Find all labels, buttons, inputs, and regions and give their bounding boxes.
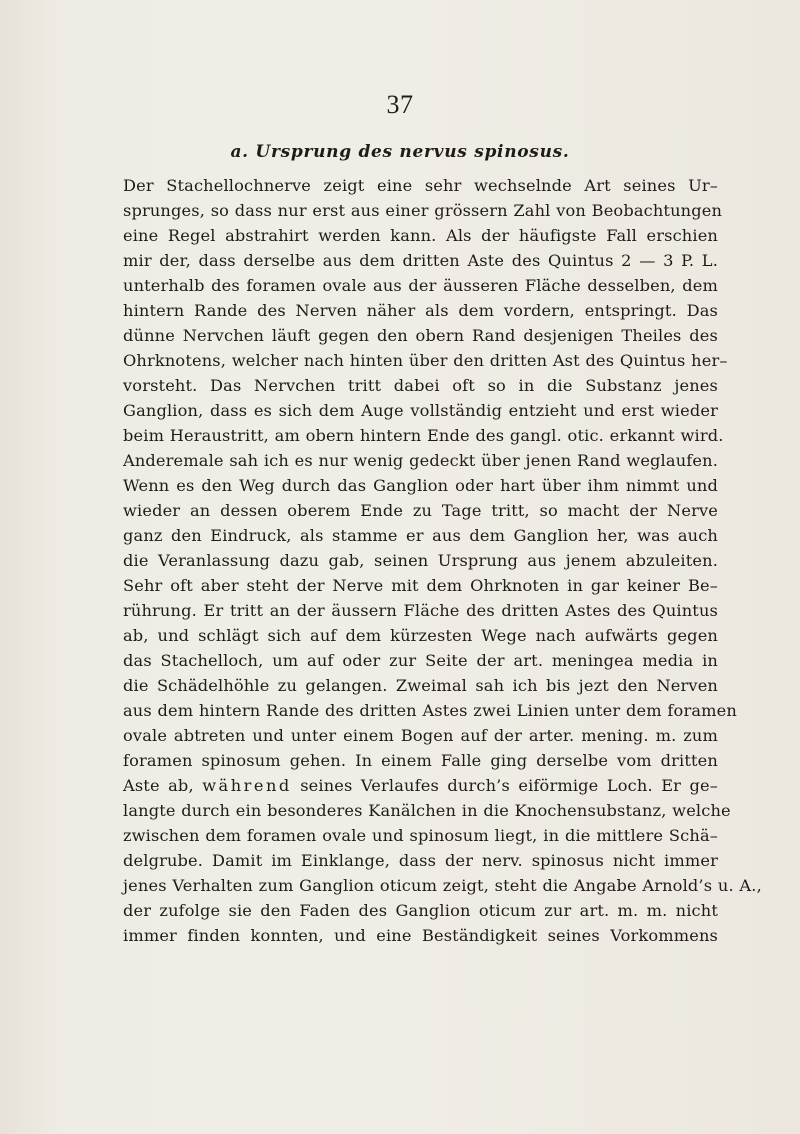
text-line: aus dem hintern Rande des dritten Astes zwei Linien unter dem foramen — [123, 701, 737, 720]
text-line: zwischen dem foramen ovale und spinosum liegt, in die mittlere Schä– — [123, 826, 718, 845]
text-line: Ganglion, dass es sich dem Auge vollständig entzieht und erst wieder — [123, 401, 718, 420]
text-line: eine Regel abstrahirt werden kann. Als der häufigste Fall erschien — [123, 226, 718, 245]
text-line: jenes Verhalten zum Ganglion oticum zeigt, steht die Angabe Arnold’s u. A., — [123, 876, 762, 895]
text-line: die Schädelhöhle zu gelangen. Zweimal sah ich bis jezt den Nerven — [123, 676, 718, 695]
text-line: wieder an dessen oberem Ende zu Tage tritt, so macht der Nerve — [123, 501, 718, 520]
text-line: vorsteht. Das Nervchen tritt dabei oft so in die Substanz jenes — [123, 376, 718, 395]
text-line: delgrube. Damit im Einklange, dass der nerv. spinosus nicht immer — [123, 851, 718, 870]
text-line: ganz den Eindruck, als stamme er aus dem Ganglion her, was auch — [123, 526, 718, 545]
text-line — [123, 773, 718, 798]
text-line: Ohrknotens, welcher nach hinten über den dritten Ast des Quintus her– — [123, 351, 728, 370]
text-line: ab, und schlägt sich auf dem kürzesten Wege nach aufwärts gegen — [123, 626, 718, 645]
text-line: Wenn es den Weg durch das Ganglion oder hart über ihm nimmt und — [123, 476, 718, 495]
text-line: dünne Nervchen läuft gegen den obern Rand desjenigen Theiles des — [123, 326, 718, 345]
text-line: die Veranlassung dazu gab, seinen Ursprung aus jenem abzuleiten. — [123, 551, 718, 570]
body-text — [123, 173, 762, 948]
text-line: mir der, dass derselbe aus dem dritten Aste des Quintus 2 — 3 P. L. — [123, 251, 718, 270]
text-line: das Stachelloch, um auf oder zur Seite der art. meningea media in — [123, 651, 718, 670]
text-line: der zufolge sie den Faden des Ganglion oticum zur art. m. m. nicht — [123, 901, 718, 920]
text-line: beim Heraustritt, am obern hintern Ende des gangl. otic. erkannt wird. — [123, 426, 724, 445]
text-line: Sehr oft aber steht der Nerve mit dem Ohrknoten in gar keiner Be– — [123, 576, 718, 595]
text-line: ovale abtreten und unter einem Bogen auf der arter. mening. m. zum — [123, 726, 718, 745]
page-number: 37 — [386, 90, 414, 119]
text-line: immer finden konnten, und eine Beständigkeit seines Vorkommens — [123, 926, 718, 945]
text-segment: Aste ab, — [123, 776, 203, 795]
text-line: foramen spinosum gehen. In einem Falle ging derselbe vom dritten — [123, 751, 718, 770]
text-line: unterhalb des foramen ovale aus der äusseren Fläche desselben, dem — [123, 276, 718, 295]
emphasized-word: während — [202, 776, 292, 795]
text-line: rührung. Er tritt an der äussern Fläche des dritten Astes des Quintus — [123, 601, 718, 620]
text-segment: seines Verlaufes durch’s eiförmige Loch. Er ge– — [291, 776, 718, 795]
text-line: Anderemale sah ich es nur wenig gedeckt über jenen Rand weglaufen. — [123, 451, 719, 470]
text-line: hintern Rande des Nerven näher als dem vordern, entspringt. Das — [123, 301, 718, 320]
text-line: Der Stachellochnerve zeigt eine sehr wechselnde Art seines Ur– — [123, 176, 718, 195]
text-line: sprunges, so dass nur erst aus einer grössern Zahl von Beobachtungen — [123, 201, 723, 220]
text-line: langte durch ein besonderes Kanälchen in die Knochensubstanz, welche — [123, 801, 731, 820]
section-heading: a. Ursprung des nervus spinosus. — [230, 142, 570, 162]
